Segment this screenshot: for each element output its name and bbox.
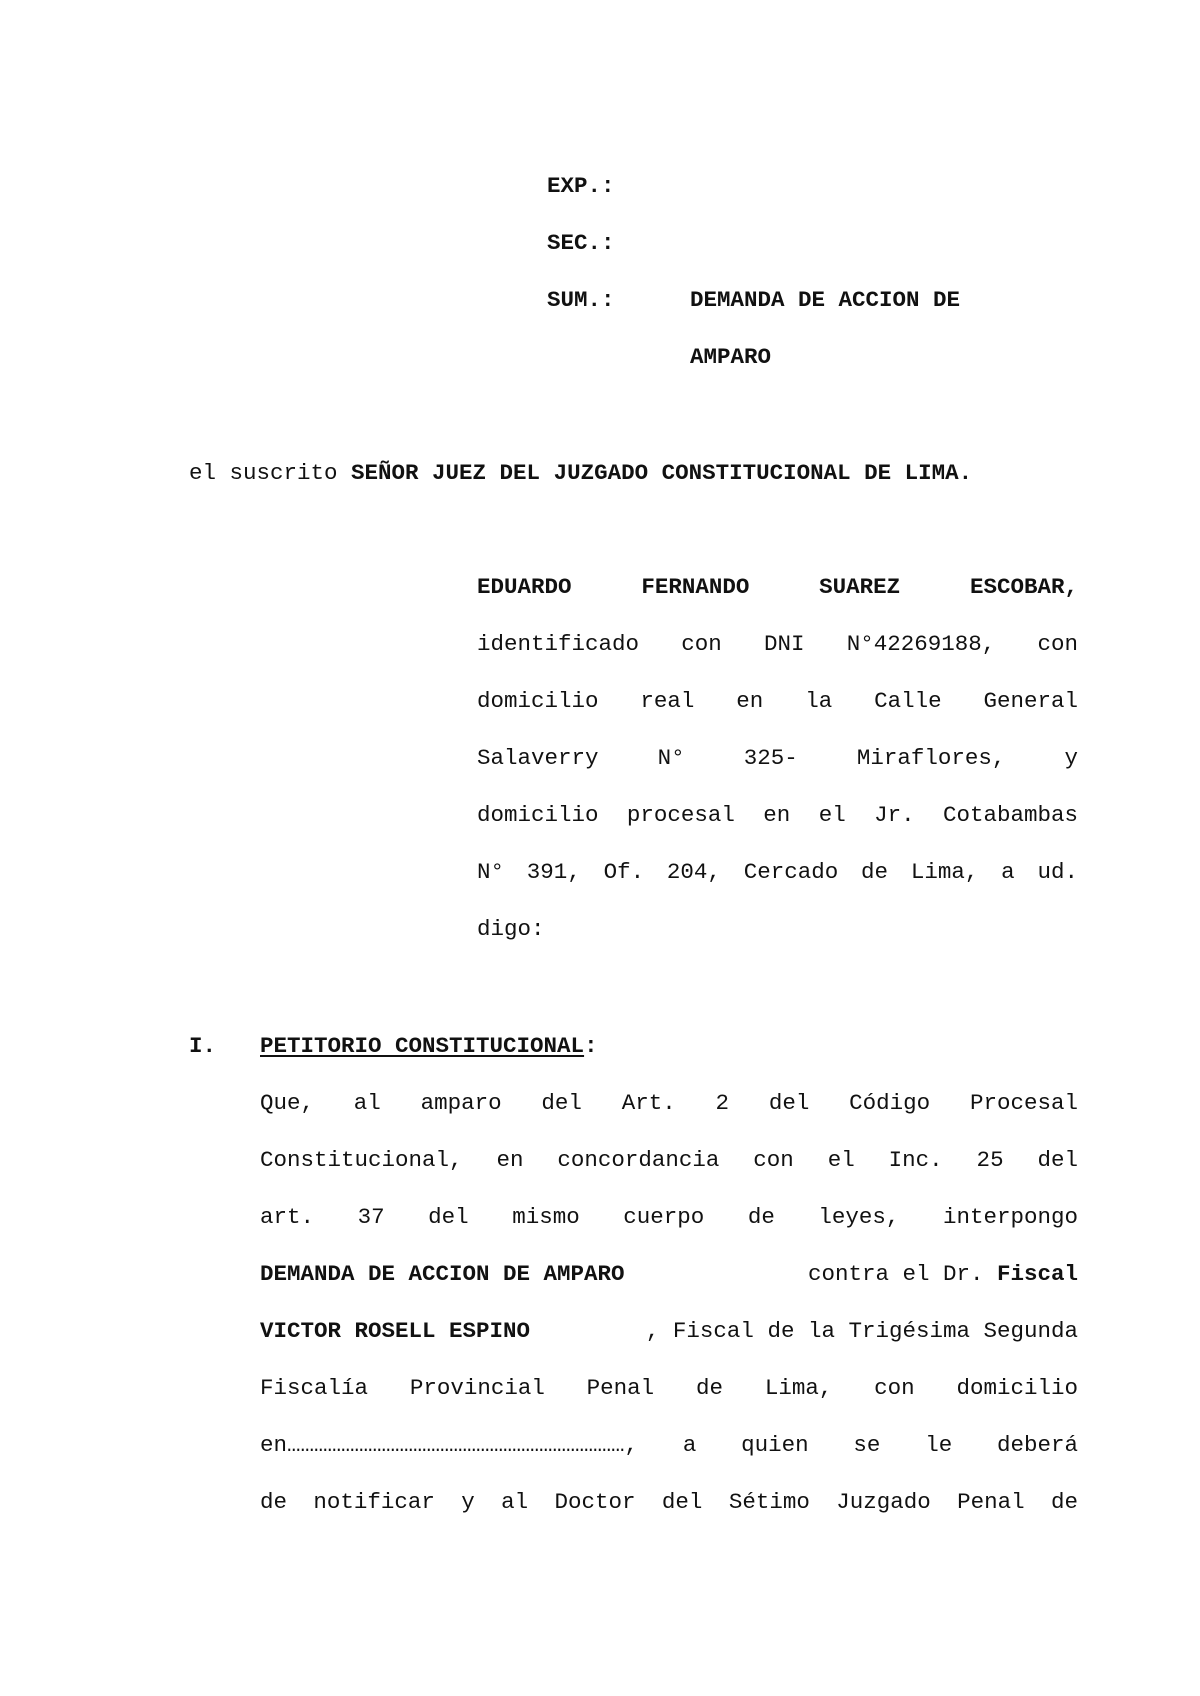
demand-against xyxy=(794,1260,1078,1288)
prosecutor-name: VICTOR ROSELL ESPINO xyxy=(260,1318,531,1344)
body-line-address-blank: en…………………………………………………………………, a quien se le deberá xyxy=(260,1432,1078,1458)
body-line-prosecutor xyxy=(260,1317,1078,1345)
plaintiff-last-line: digo: xyxy=(477,916,545,942)
section-colon: : xyxy=(584,1033,598,1059)
exp-label: EXP.: xyxy=(547,173,615,199)
section-number: I. xyxy=(189,1033,217,1059)
prosecutor-role: , Fiscal de la Trigésima Segunda xyxy=(645,1318,1078,1344)
body-line-demand xyxy=(260,1260,1078,1288)
body-line: art. 37 del mismo cuerpo de leyes, interpongo xyxy=(260,1204,1078,1230)
plaintiff-line: identificado con DNI N°42269188, con xyxy=(477,631,1078,657)
plaintiff-line: domicilio real en la Calle General xyxy=(477,688,1078,714)
against-text: contra el Dr. xyxy=(794,1261,997,1287)
body-line: Constitucional, en concordancia con el Inc. 25 del xyxy=(260,1147,1078,1173)
addressee-title: SEÑOR JUEZ DEL JUZGADO CONSTITUCIONAL DE LIMA. xyxy=(351,460,973,486)
plaintiff-line: Salaverry N° 325- Miraflores, y xyxy=(477,745,1078,771)
addressee-prefix: el suscrito xyxy=(189,460,352,486)
section-title: PETITORIO CONSTITUCIONAL xyxy=(260,1033,585,1059)
plaintiff-name: EDUARDO FERNANDO SUAREZ ESCOBAR, xyxy=(477,574,1078,600)
plaintiff-line: N° 391, Of. 204, Cercado de Lima, a ud. xyxy=(477,859,1078,885)
body-line: Que, al amparo del Art. 2 del Código Procesal xyxy=(260,1090,1078,1116)
sum-text-line2: AMPARO xyxy=(690,344,772,370)
body-line: de notificar y al Doctor del Sétimo Juzgado Penal de xyxy=(260,1489,1078,1515)
body-line: Fiscalía Provincial Penal de Lima, con domicilio xyxy=(260,1375,1078,1401)
plaintiff-line: domicilio procesal en el Jr. Cotabambas xyxy=(477,802,1078,828)
sum-label: SUM.: xyxy=(547,287,615,313)
addressee-line xyxy=(189,459,972,487)
sec-label: SEC.: xyxy=(547,230,615,256)
sum-text-line1: DEMANDA DE ACCION DE xyxy=(690,287,961,313)
fiscal-word: Fiscal xyxy=(996,1261,1078,1287)
demand-title: DEMANDA DE ACCION DE AMPARO xyxy=(260,1261,625,1287)
section-heading xyxy=(260,1032,598,1060)
